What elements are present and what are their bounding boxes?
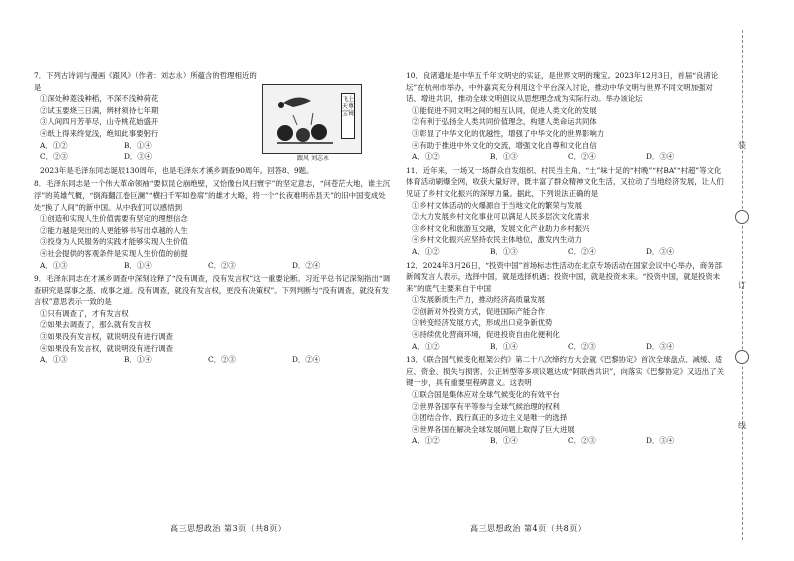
answer-c: C．②③ [568, 341, 596, 351]
answer-b: B．①④ [490, 436, 518, 446]
question-stem: 7．下列古诗词与漫画《跟风》（作者：刘志永）所蕴含的哲理相近的是 [34, 71, 257, 92]
option: ①能促进不同文明之间的相互认同，促进人类文化的发展 [412, 105, 597, 115]
answer-row [406, 151, 724, 163]
answer-a: A．①② [412, 436, 440, 446]
question-12 [406, 260, 724, 353]
option: ②试玉要烧三日满，辨材须待七年期 [40, 105, 159, 115]
answer-c: C．②③ [40, 152, 68, 162]
answer-c: C．②④ [568, 246, 596, 256]
question-8 [34, 178, 394, 271]
answer-c: C．②③ [208, 260, 236, 270]
answer-c: C．②③ [568, 436, 596, 446]
answer-b: B．①④ [124, 355, 152, 365]
binding-label: 装 [738, 141, 746, 150]
option: ②大力发展乡村文化事业可以满足人民多层次文化需求 [412, 212, 590, 222]
answer-a: A．①③ [40, 355, 68, 365]
right-column [406, 70, 724, 448]
option: ①深处种菱浅种稻，不深不浅种荷花 [40, 94, 159, 104]
question-10 [406, 70, 724, 163]
answer-c: C．②④ [568, 152, 596, 162]
page-footer-right: 高三思想政治 第4页（共8页） [470, 524, 587, 533]
question-stem: 9．毛泽东同志在才溪乡调查中深刻诠释了“没有调查，没有发言权”这一重要论断。习近平总书记深刻指出“调查研究是谋事之基、成事之道。没有调查，就没有发言权，更没有决策权”。下列判断与“没有调查，就没有发言权”意思表示一致的是 [34, 274, 391, 307]
answer-row [406, 435, 724, 447]
answer-b: B．①④ [124, 260, 152, 270]
answer-d: D．②④ [292, 355, 321, 365]
question-stem: 12．2024年3月26日，“投资中国”首场标志性活动在北京专场活动在国家会议中心举办，商务部新闻发言人表示，选择中国，就是选择机遇；投资中国，就是投资未来。“投资中国，就是投资未来”的底气主要来自于中国 [406, 260, 722, 293]
option: ①创造和实现人生价值需要有坚定的理想信念 [40, 214, 188, 224]
answer-a: A．①③ [40, 260, 68, 270]
question-stem: 8．毛泽东同志是一个伟大革命领袖“要似昆仑崩绝壁，又恰像台风扫寰宇”的坚定意志，“问苍茫大地，谁主沉浮”的英雄气概，“倒海翻江卷巨澜”“横扫千军如卷席”的雄才大略，将一个“长夜难明赤县天”的旧中国变成处处“换了人间”的新中国。从中我们可以感悟到 [34, 179, 391, 212]
answer-row [34, 260, 394, 272]
answer-a: A．①② [40, 140, 68, 150]
option: ③投身为人民服务的实践才能够实现人生价值 [40, 237, 188, 247]
answer-d: D．②④ [292, 260, 321, 270]
page-footer-left: 高三思想政治 第3页（共8页） [170, 524, 287, 533]
answer-row [34, 354, 394, 366]
option: ③团结合作、践行真正的多边主义是唯一的选择 [412, 413, 568, 423]
option: ④有助于推进中外文化的交流，增强文化自尊和文化自信 [412, 140, 597, 150]
answer-c: C．②③ [208, 355, 236, 365]
option: ④如果没有发言权，就说明没有进行调查 [40, 343, 174, 353]
answer-a: A．①② [412, 341, 440, 351]
answer-row [406, 341, 724, 353]
answer-a: A．①② [412, 246, 440, 256]
question-11 [406, 165, 724, 258]
answer-d: D．③④ [646, 436, 675, 446]
cartoon-image [262, 84, 362, 163]
binding-label: 线 [738, 421, 746, 430]
option: ③转变经济发展方式，形成出口竞争新优势 [412, 318, 553, 328]
option: ②如果去调查了，那么就有发言权 [40, 320, 151, 330]
option: ④乡村文化振兴应坚持农民主体地位，激发内生动力 [412, 235, 582, 245]
option: ①乡村文体活动的火爆源自于当地文化的繁荣与发展 [412, 200, 582, 210]
option: ①只有调查了，才有发言权 [40, 308, 129, 318]
question-9 [34, 273, 394, 366]
option: ③乡村文化和旅游互交融，发展文化产业助力乡村振兴 [412, 223, 590, 233]
answer-row [406, 246, 724, 258]
answer-b: B．①③ [490, 246, 518, 256]
group-note: 2023年是毛泽东同志诞辰130周年，也是毛泽东才溪乡调查90周年。回答8、9题。 [40, 165, 314, 175]
question-13 [406, 354, 724, 447]
answer-b: B．①④ [124, 140, 152, 150]
option: ①联合国是集体应对全球气候变化的有效平台 [412, 390, 560, 400]
binding-hole-icon [735, 350, 749, 364]
option: ④持续优化营商环境，促进投资自由化便利化 [412, 330, 560, 340]
binding-line [738, 30, 756, 540]
option: ②能力越是突出的人更能够书写出卓越的人生 [40, 225, 188, 235]
option: ④世界各国在解决全球发展问题上取得了巨大进展 [412, 424, 575, 434]
question-stem: 13．《联合国气候变化框架公约》第二十八次缔约方大会就《巴黎协定》首次全球盘点、减缓、适应、资金、损失与损害、公正转型等多项议题达成“阿联酋共识”，向落实《巴黎协定》又迈出了关键一步，具有重要里程碑意义。这表明 [406, 355, 724, 388]
option: ②世界各国享有平等参与全球气候治理的权利 [412, 401, 560, 411]
option: ③彰显了中华文化的优越性，增强了中华文化的世界影响力 [412, 128, 605, 138]
question-stem: 10．良渚遗址是中华五千年文明史的实证，是世界文明的瑰宝。2023年12月3日，首届“良渚论坛”在杭州市举办，中外嘉宾充分利用这个平台深入讨论，推动中华文明与世界不同文明加强对话、增进共识，推动全球文明倡议从思想理念成为实际行动。举办该论坛 [406, 71, 719, 104]
option: ②创新对外投资方式，促进国际产能合作 [412, 306, 546, 316]
cartoon-caption: 跟风 刘志永 [297, 155, 329, 163]
option: ②有利于弘扬全人类共同价值理念，构建人类命运共同体 [412, 117, 597, 127]
answer-b: B．①③ [490, 152, 518, 162]
cartoon-sign: 飞上天尊宝镜 [341, 93, 355, 139]
option: ④纸上得来终觉浅，绝知此事要躬行 [40, 128, 159, 138]
answer-a: A．①② [412, 152, 440, 162]
question-stem: 11．近年来，一场又一场群众自发组织、村民当主角、“土”味十足的“村晚”“村BA”“村超”等文化体育活动刷爆全网，收获大量好评，既丰富了群众精神文化生活，又拉动了当地经济发展，让人们见证了乡村文化振兴的深厚力量。据此，下列说法正确的是 [406, 165, 724, 198]
answer-d: D．③④ [646, 341, 675, 351]
answer-d: D．③④ [646, 246, 675, 256]
answer-d: D．③④ [124, 152, 153, 162]
option: ③人间四月芳菲尽，山寺桃花始盛开 [40, 117, 159, 127]
option: ①发展新质生产力，推动经济高质量发展 [412, 295, 546, 305]
binding-hole-icon [735, 210, 749, 224]
option: ④社会提供的客观条件是实现人生价值的前提 [40, 248, 188, 258]
binding-label: 订 [738, 281, 746, 290]
answer-b: B．①④ [490, 341, 518, 351]
answer-d: D．③④ [646, 152, 675, 162]
option: ③如果没有发言权，就说明没有进行调查 [40, 332, 174, 342]
